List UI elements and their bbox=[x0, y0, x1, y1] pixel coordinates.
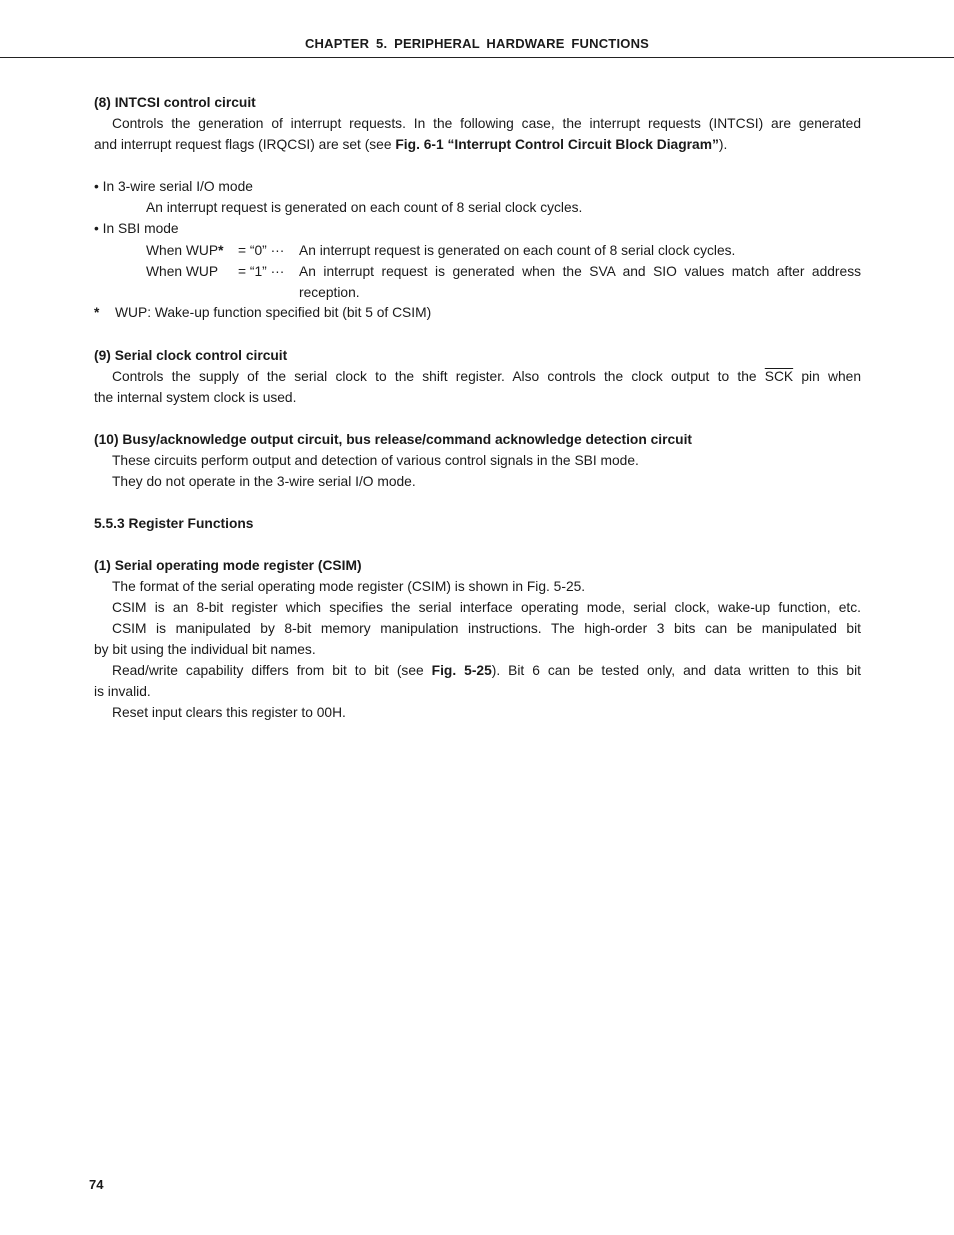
fig-5-25-reference: Fig. 5-25 bbox=[431, 663, 492, 678]
wup-asterisk: * bbox=[218, 243, 224, 258]
section-10-heading: (10) Busy/acknowledge output circuit, bus release/command acknowledge detection circuit bbox=[94, 432, 693, 447]
csim-para2: CSIM is an 8-bit register which specifies the serial interface operating mode, serial clock, wake-up function, etc. bbox=[112, 600, 861, 615]
wup0-text: An interrupt request is generated on each count of 8 serial clock cycles. bbox=[299, 243, 736, 258]
page-number: 74 bbox=[89, 1177, 104, 1192]
header-rule bbox=[0, 57, 954, 58]
section-9-para-line2: the internal system clock is used. bbox=[94, 390, 297, 405]
section-10-para2: They do not operate in the 3-wire serial I/O mode. bbox=[112, 474, 416, 489]
bullet-sbi-mode: • In SBI mode bbox=[94, 221, 179, 236]
wup0-eq: = “0” ··· bbox=[238, 243, 285, 258]
csim-para4-line2: is invalid. bbox=[94, 684, 151, 699]
section-8-heading: (8) INTCSI control circuit bbox=[94, 95, 256, 110]
wup1-text-line2: reception. bbox=[299, 285, 360, 300]
wup1-eq: = “1” ··· bbox=[238, 264, 285, 279]
wup1-label: When WUP bbox=[146, 264, 219, 279]
fig-6-1-reference: Fig. 6-1 “Interrupt Control Circuit Block Diagram” bbox=[395, 137, 719, 152]
section-9-para-line1: Controls the supply of the serial clock to the shift register. Also controls the clock output to the $\overline{SCK}$ pin when bbox=[112, 369, 861, 384]
section-5-5-3-heading: 5.5.3 Register Functions bbox=[94, 516, 254, 531]
bullet-3wire-mode: • In 3-wire serial I/O mode bbox=[94, 179, 253, 194]
csim-para3-line1: CSIM is manipulated by 8-bit memory manipulation instructions. The high-order 3 bits can be manipulated bit bbox=[112, 621, 861, 636]
section-1-heading: (1) Serial operating mode register (CSIM) bbox=[94, 558, 362, 573]
csim-para4-line1: Read/write capability differs from bit to bit (see Fig. 5-25). Bit 6 can be tested only, and data written to this bit bbox=[112, 663, 861, 678]
wup-note: WUP: Wake-up function specified bit (bit 5 of CSIM) bbox=[115, 305, 432, 320]
csim-para3-line2: by bit using the individual bit names. bbox=[94, 642, 316, 657]
section-9-heading: (9) Serial clock control circuit bbox=[94, 348, 288, 363]
bullet-3wire-text: An interrupt request is generated on each count of 8 serial clock cycles. bbox=[146, 200, 583, 215]
sck-signal: $\overline{SCK}$ bbox=[764, 369, 794, 384]
section-8-para-line1: Controls the generation of interrupt requests. In the following case, the interrupt requests (INTCSI) are generated bbox=[112, 116, 861, 131]
section-10-para1: These circuits perform output and detection of various control signals in the SBI mode. bbox=[112, 453, 639, 468]
csim-para1: The format of the serial operating mode register (CSIM) is shown in Fig. 5-25. bbox=[112, 579, 586, 594]
wup0-label: When WUP* bbox=[146, 243, 224, 258]
csim-para5: Reset input clears this register to 00H. bbox=[112, 705, 346, 720]
note-asterisk: * bbox=[94, 305, 100, 320]
wup1-text-line1: An interrupt request is generated when the SVA and SIO values match after address bbox=[299, 264, 861, 279]
chapter-header: CHAPTER 5. PERIPHERAL HARDWARE FUNCTIONS bbox=[304, 36, 650, 51]
section-8-para-line2: and interrupt request flags (IRQCSI) are set (see Fig. 6-1 “Interrupt Control Circuit Block Diagram”). bbox=[94, 137, 728, 152]
